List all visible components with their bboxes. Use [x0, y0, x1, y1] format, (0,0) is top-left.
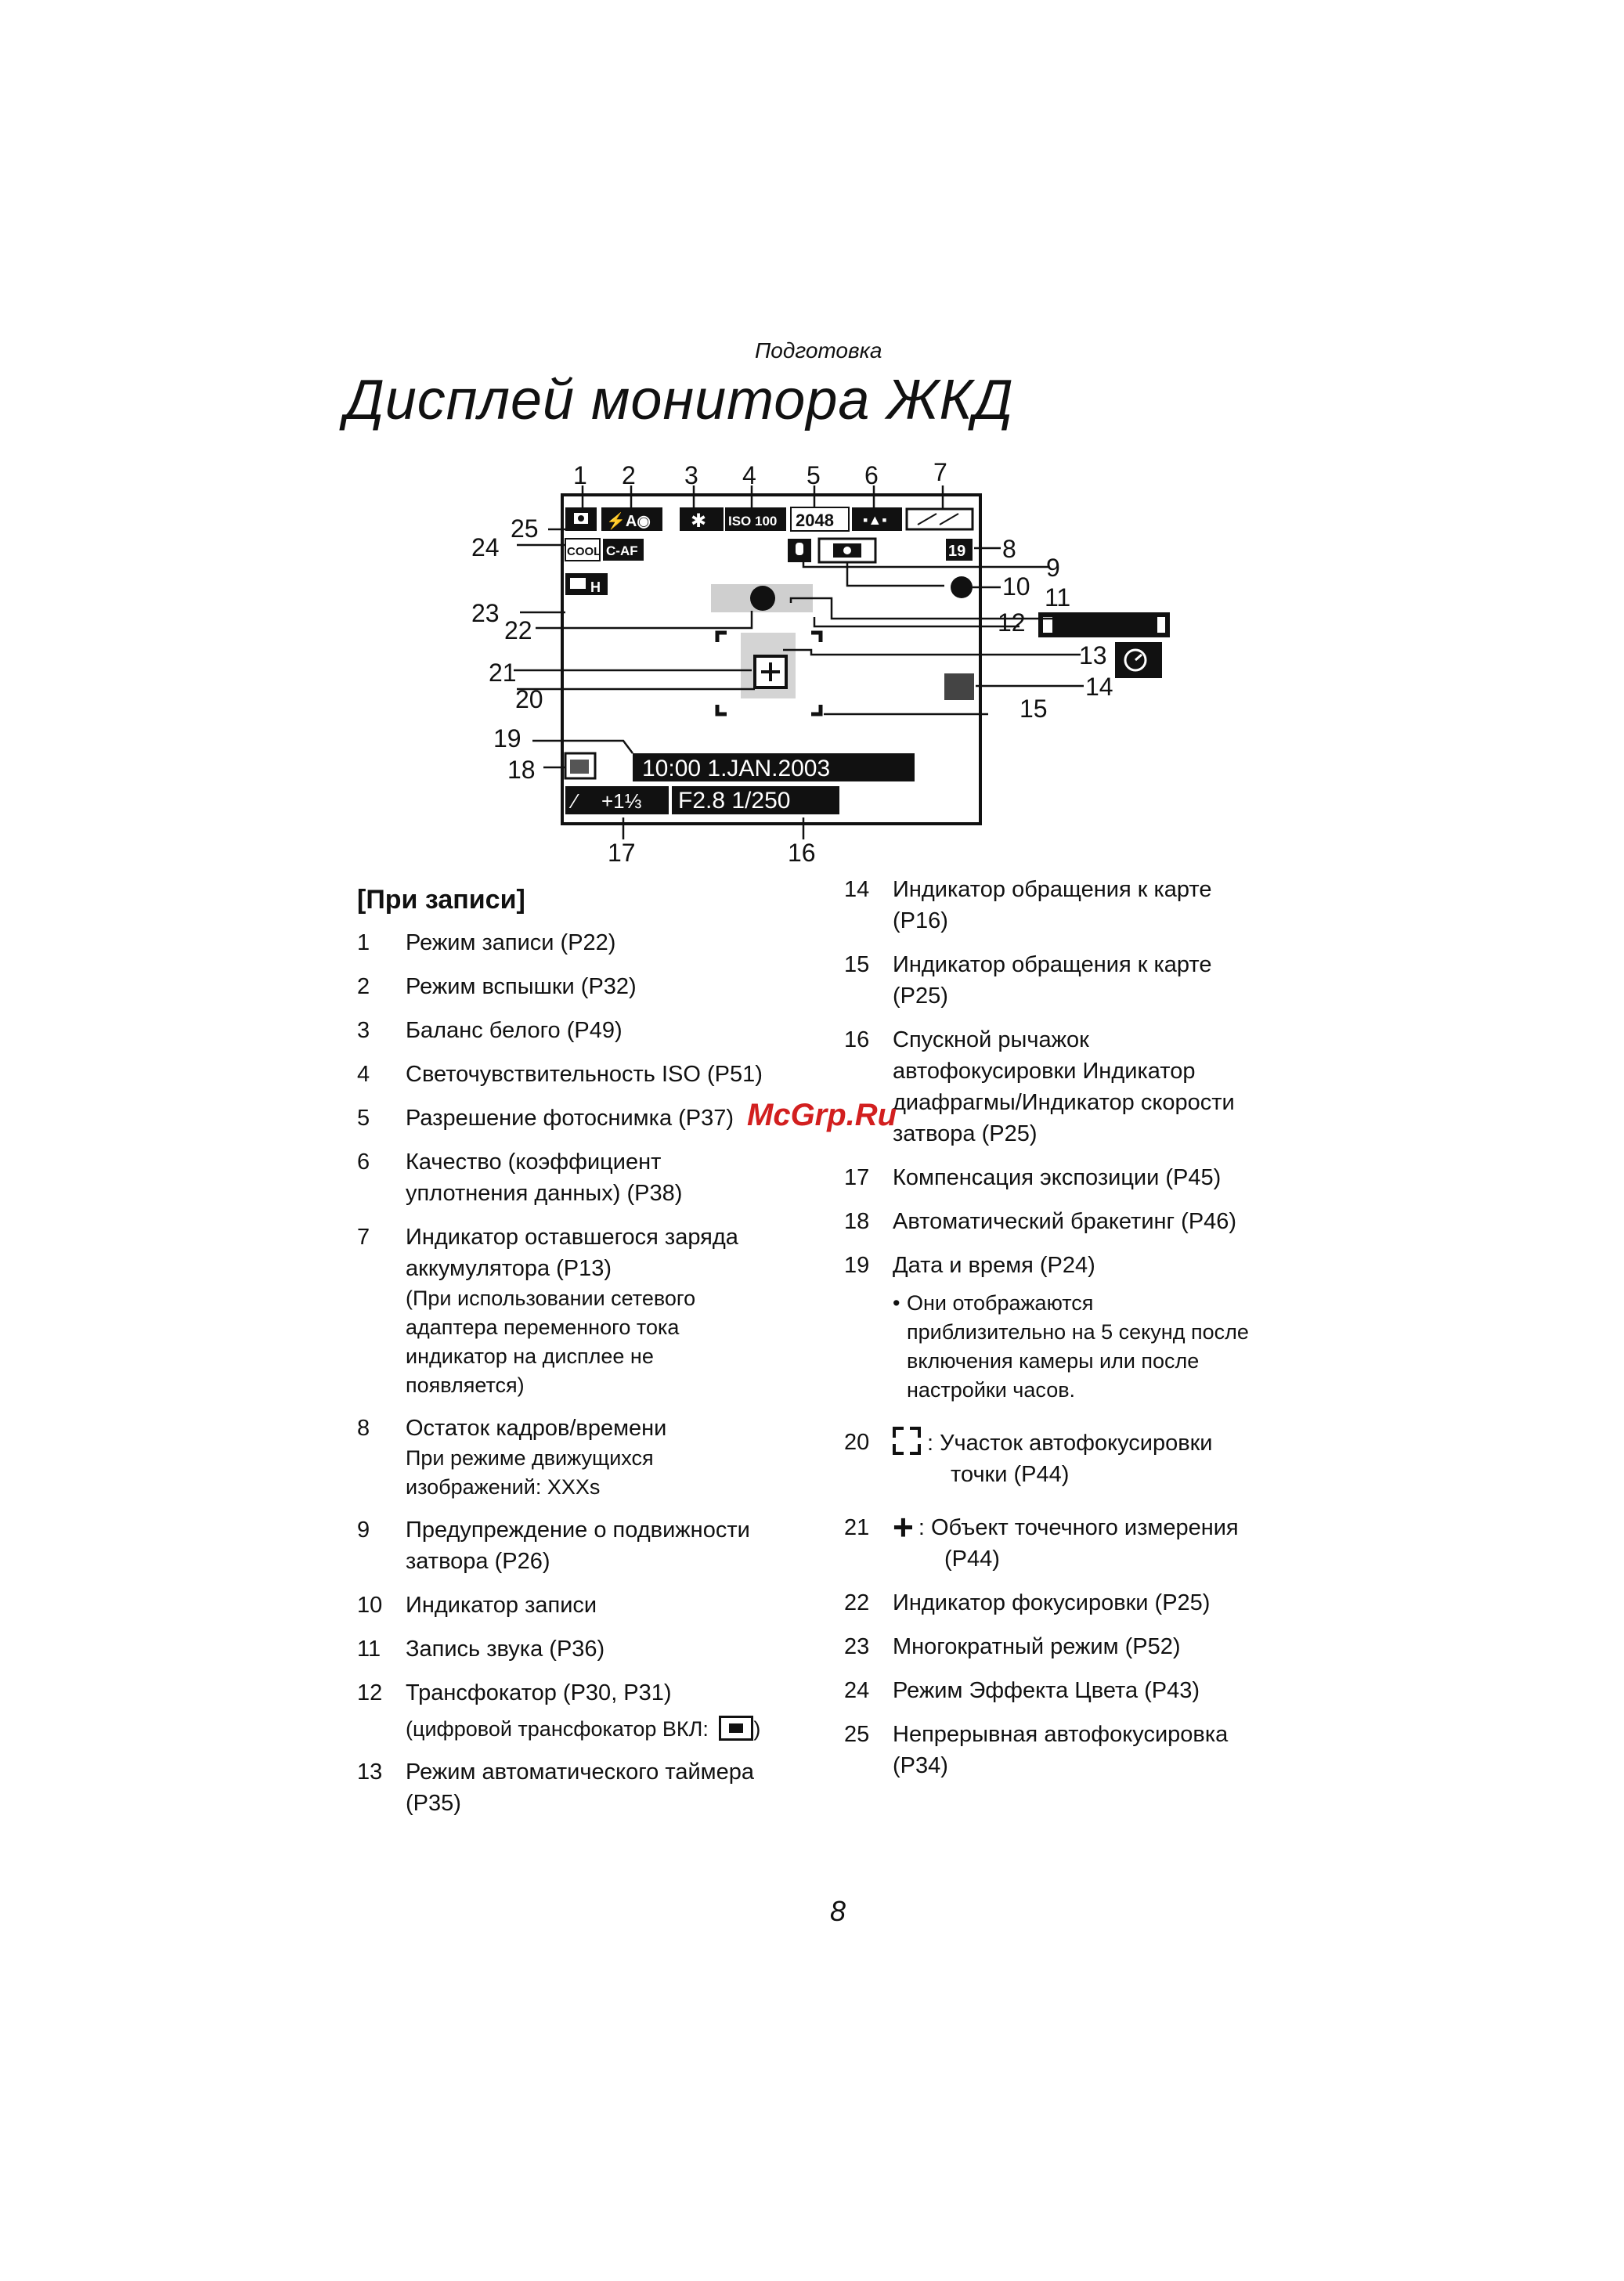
watermark: McGrp.Ru	[747, 1098, 897, 1132]
battery-icon	[907, 509, 973, 529]
callout-2: 2	[622, 461, 636, 489]
legend-item: 19 Дата и время (P24) • Они отображаются приблизительно на 5 секунд после включения камеры или после настройки часов.	[844, 1250, 1314, 1405]
legend-item: 14 Индикатор обращения к карте (P16)	[844, 877, 1212, 933]
recording-heading: [При записи]	[357, 885, 525, 915]
legend-item: 11 Запись звука (P36)	[357, 1637, 605, 1662]
callout-14: 14	[1085, 673, 1113, 701]
self-timer-icon	[1115, 642, 1162, 678]
legend-item: 24 Режим Эффекта Цвета (P43)	[844, 1678, 1200, 1703]
zoom-bar	[1038, 612, 1170, 637]
callout-4: 4	[742, 461, 756, 489]
callout-17: 17	[608, 839, 636, 867]
svg-text:H: H	[590, 579, 601, 595]
callout-8: 8	[1002, 535, 1016, 563]
legend-item: 22 Индикатор фокусировки (P25)	[844, 1590, 1211, 1615]
digital-zoom-icon	[719, 1716, 753, 1741]
svg-text:C-AF: C-AF	[606, 543, 638, 558]
focus-indicator	[750, 586, 775, 611]
svg-text:▪▲▪: ▪▲▪	[863, 512, 887, 528]
page-title: Дисплей монитора ЖКД	[345, 369, 1014, 431]
legend-item: 16 Спускной рычажок автофокусировки Индикатор диафрагмы/Индикатор скорости затвора (P25)	[844, 1027, 1235, 1146]
callout-5: 5	[807, 461, 821, 489]
callout-3: 3	[684, 461, 698, 489]
legend-item: 15 Индикатор обращения к карте (P25)	[844, 952, 1212, 1009]
callout-21: 21	[489, 659, 517, 687]
legend-item: 13 Режим автоматического таймера (P35)	[357, 1759, 754, 1816]
datetime-note: • Они отображаются приблизительно на 5 секунд после включения камеры или после настройки часов.	[893, 1289, 1314, 1405]
record-indicator	[951, 576, 973, 598]
callout-13: 13	[1079, 641, 1107, 670]
section-label: Подготовка	[755, 338, 882, 363]
callout-25: 25	[511, 514, 539, 543]
legend-item: 20 : Участок автофокусировки точки (P44)	[844, 1427, 1314, 1490]
page-number: 8	[830, 1895, 846, 1927]
legend-item: 5 Разрешение фотоснимка (P37)	[357, 1106, 734, 1131]
legend-item: 25 Непрерывная автофокусировка (P34)	[844, 1722, 1229, 1778]
af-frame-icon	[893, 1427, 921, 1455]
svg-text:COOL: COOL	[567, 545, 601, 558]
svg-text:ISO 100: ISO 100	[728, 514, 778, 529]
callout-18: 18	[507, 756, 536, 784]
svg-text:⁄: ⁄	[573, 789, 577, 813]
callout-23: 23	[471, 599, 500, 627]
legend-item: 21 + : Объект точечного измерения (P44)	[844, 1507, 1239, 1572]
legend-item: 17 Компенсация экспозиции (P45)	[844, 1165, 1222, 1190]
callout-15: 15	[1020, 695, 1048, 723]
svg-text:✱: ✱	[691, 511, 707, 532]
svg-text:19: 19	[948, 543, 966, 560]
lcd-diagram	[0, 0, 1624, 877]
card-access-icon	[944, 673, 974, 700]
callout-20: 20	[515, 685, 543, 713]
legend-item: 2 Режим вспышки (P32)	[357, 974, 637, 999]
legend-right	[844, 874, 1314, 1794]
svg-text:+1⅓: +1⅓	[601, 789, 642, 813]
legend-item: 7 Индикатор оставшегося заряда аккумулятора (P13) (При использовании сетевого адаптера переменного тока индикатор на дисплее не появляется)	[357, 1225, 738, 1397]
legend-item: 12 Трансфокатор (P30, P31) (цифровой трансфокатор ВКЛ: )	[357, 1680, 761, 1741]
spot-metering-icon: +	[893, 1507, 914, 1547]
callout-22: 22	[504, 616, 532, 644]
callout-11: 11	[1045, 583, 1071, 612]
legend-left	[357, 927, 796, 1832]
legend-item: 8 Остаток кадров/времени При режиме движущихся изображений: XXXs	[357, 1416, 667, 1499]
callout-24: 24	[471, 533, 500, 561]
svg-text:F2.8 1/250: F2.8 1/250	[678, 788, 791, 814]
callout-6: 6	[864, 461, 879, 489]
legend-item: 6 Качество (коэффициент уплотнения данных) (P38)	[357, 1150, 683, 1206]
legend-item: 18 Автоматический бракетинг (P46)	[844, 1209, 1237, 1234]
callout-9: 9	[1046, 554, 1060, 582]
callout-1: 1	[573, 461, 587, 489]
legend-item: 1 Режим записи (P22)	[357, 930, 616, 955]
legend-item: 4 Светочувствительность ISO (P51)	[357, 1062, 763, 1087]
callout-12: 12	[998, 608, 1026, 637]
legend-item: 3 Баланс белого (P49)	[357, 1018, 623, 1043]
legend-item: 23 Многократный режим (P52)	[844, 1634, 1181, 1659]
callout-16: 16	[788, 839, 816, 867]
svg-text:2048: 2048	[796, 511, 834, 530]
callout-19: 19	[493, 724, 521, 753]
svg-text:10:00 1.JAN.2003: 10:00 1.JAN.2003	[642, 756, 831, 781]
svg-text:⚡A◉: ⚡A◉	[606, 513, 651, 530]
callout-7: 7	[933, 458, 947, 486]
legend-item: 9 Предупреждение о подвижности затвора (P26)	[357, 1518, 750, 1574]
callout-10: 10	[1002, 572, 1030, 601]
legend-item: 10 Индикатор записи	[357, 1593, 597, 1618]
